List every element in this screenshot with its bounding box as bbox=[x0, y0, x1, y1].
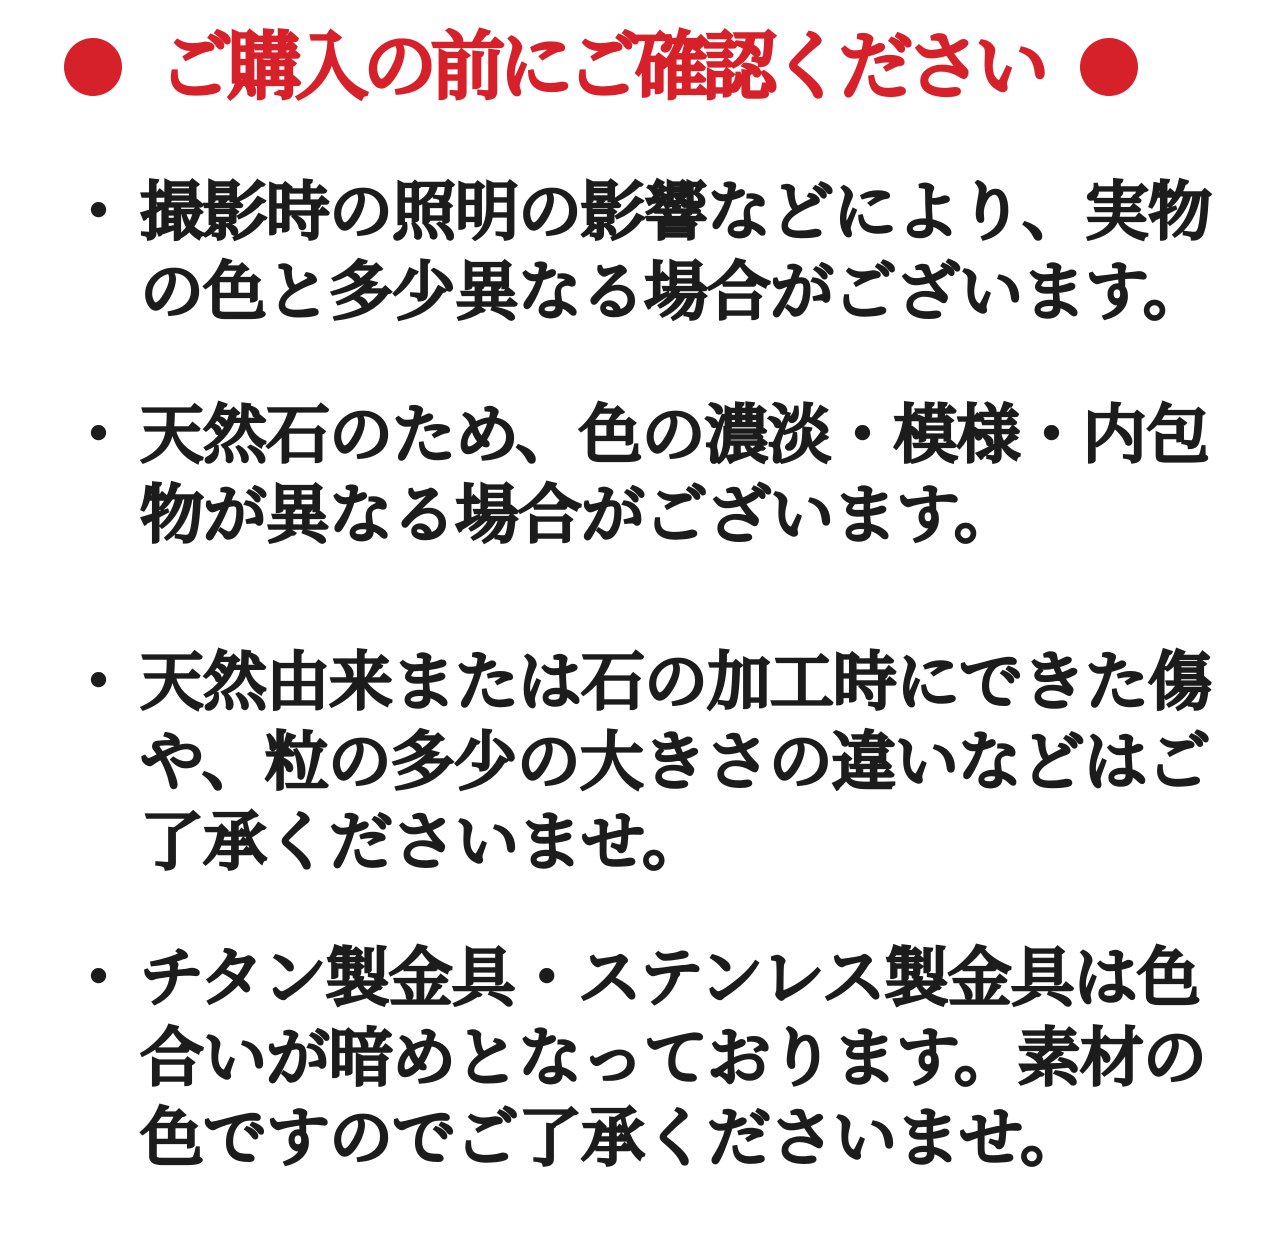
notice-line: や、粒の多少の大きさの違いなどはご bbox=[140, 726, 1210, 798]
page-title: ご購入の前にご確認ください bbox=[159, 25, 1043, 108]
notice-line: チタン製金具・ステンレス製金具は色 bbox=[140, 942, 1200, 1014]
notice-line: 色ですのでご了承くださいませ。 bbox=[140, 1102, 1084, 1174]
notice-line: 合いが暗めとなっております。素材の bbox=[140, 1022, 1206, 1094]
notice-line: 天然石のため、色の濃淡・模様・内包 bbox=[140, 399, 1209, 471]
notice-paragraph-metal-fittings bbox=[0, 938, 1280, 1178]
bullet-marker: ・ bbox=[66, 646, 130, 718]
red-dot-icon bbox=[64, 38, 122, 96]
notice-line: 撮影時の照明の影響などにより、実物 bbox=[140, 176, 1211, 248]
notice-paragraph-photo-lighting bbox=[0, 172, 1280, 332]
notice-line: の色と多少異なる場合がございます。 bbox=[140, 256, 1206, 328]
notice-line: 了承くださいませ。 bbox=[140, 806, 706, 878]
bullet-marker: ・ bbox=[66, 176, 130, 248]
notice-paragraph-scratches bbox=[0, 642, 1280, 882]
notice-line: 天然由来または石の加工時にできた傷 bbox=[140, 646, 1211, 718]
notice-line: 物が異なる場合がございます。 bbox=[140, 479, 1017, 551]
notice-paragraph-natural-stone bbox=[0, 395, 1280, 555]
red-dot-icon bbox=[1080, 38, 1138, 96]
bullet-marker: ・ bbox=[66, 942, 130, 1014]
header bbox=[0, 24, 1280, 110]
bullet-marker: ・ bbox=[66, 399, 130, 471]
